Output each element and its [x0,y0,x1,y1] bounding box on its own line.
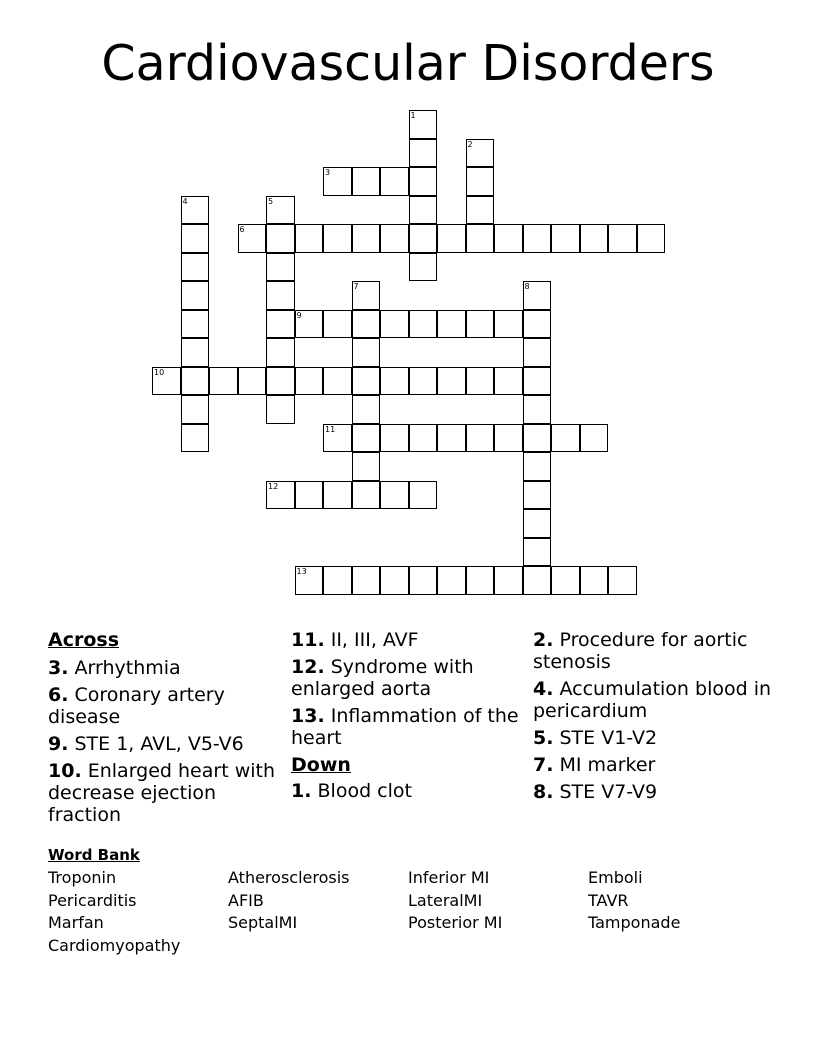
grid-cell[interactable] [494,310,523,339]
word-bank-item: Pericarditis [48,890,137,910]
word-bank-item: AFIB [228,890,264,910]
grid-cell[interactable] [466,196,495,225]
grid-cell[interactable] [352,281,381,310]
clue-across-11: 11. II, III, AVF [291,629,419,651]
grid-cell[interactable] [323,367,352,396]
word-bank-item: LateralMI [408,890,483,910]
clue-down-5: 5. STE V1-V2 [533,727,658,749]
grid-cell[interactable] [409,367,438,396]
grid-cell[interactable] [266,338,295,367]
word-bank-item: Atherosclerosis [228,868,350,887]
grid-cell[interactable] [266,310,295,339]
grid-cell[interactable] [352,566,381,595]
grid-cell[interactable] [523,224,552,253]
clues-column-3 [533,629,773,808]
grid-cell[interactable] [380,167,409,196]
grid-cell[interactable] [380,566,409,595]
word-bank-title: Word Bank [48,846,140,864]
grid-cell[interactable] [523,395,552,424]
word-bank-item: Troponin [48,868,117,887]
grid-cell[interactable] [466,139,495,168]
grid-cell[interactable] [551,566,580,595]
clues-column-1 [48,629,288,831]
clue-number: 7 [353,282,359,291]
clue-number: 5 [268,196,274,206]
grid-cell[interactable] [266,253,295,282]
word-bank-item: Marfan [48,913,104,932]
grid-cell[interactable] [181,338,210,367]
clue-number: 6 [239,225,245,234]
grid-cell[interactable] [181,367,210,396]
grid-cell[interactable] [409,566,438,595]
grid-cell[interactable] [181,281,210,310]
grid-cell[interactable] [181,224,210,253]
grid-cell[interactable] [637,224,666,253]
grid-cell[interactable] [380,224,409,253]
clue-down-7: 7. MI marker [533,754,656,776]
clue-number: 11 [325,424,336,434]
clue-across-13: 13. Inflammation of the heart [291,705,519,749]
grid-cell[interactable] [181,424,210,453]
word-bank-item: Posterior MI [408,913,503,932]
clue-number: 4 [182,196,188,206]
grid-cell[interactable] [266,196,295,225]
grid-cell[interactable] [523,338,552,367]
grid-cell[interactable] [152,367,181,396]
grid-cell[interactable] [523,509,552,538]
grid-cell[interactable] [608,224,637,253]
grid-cell[interactable] [523,310,552,339]
clue-number: 1 [410,111,416,120]
grid-cell[interactable] [295,566,324,595]
clue-across-12: 12. Syndrome with enlarged aorta [291,656,474,700]
grid-cell[interactable] [494,224,523,253]
grid-cell[interactable] [352,167,381,196]
grid-cell[interactable] [437,310,466,339]
grid-cell[interactable] [409,424,438,453]
clue-number: 13 [296,567,307,576]
grid-cell[interactable] [494,424,523,453]
across-heading: Across [48,629,120,651]
grid-cell[interactable] [352,367,381,396]
grid-cell[interactable] [409,224,438,253]
grid-cell[interactable] [352,338,381,367]
grid-cell[interactable] [409,167,438,196]
grid-cell[interactable] [323,424,352,453]
grid-cell[interactable] [437,224,466,253]
word-bank-item: TAVR [588,890,629,910]
grid-cell[interactable] [409,110,438,139]
grid-cell[interactable] [523,566,552,595]
clue-down-2: 2. Procedure for aortic stenosis [533,629,748,673]
grid-cell[interactable] [494,566,523,595]
grid-cell[interactable] [238,224,267,253]
word-bank-item: Tamponade [588,913,681,932]
grid-cell[interactable] [352,395,381,424]
grid-cell[interactable] [523,481,552,510]
grid-cell[interactable] [523,281,552,310]
grid-cell[interactable] [352,452,381,481]
grid-cell[interactable] [466,367,495,396]
grid-cell[interactable] [409,196,438,225]
grid-cell[interactable] [352,224,381,253]
word-bank-item: Inferior MI [408,868,490,887]
grid-cell[interactable] [181,395,210,424]
grid-cell[interactable] [209,367,238,396]
page-title: Cardiovascular Disorders [101,35,715,92]
grid-cell[interactable] [523,424,552,453]
grid-cell[interactable] [266,367,295,396]
word-bank-item: Emboli [588,868,643,887]
down-heading: Down [291,754,351,776]
grid-cell[interactable] [238,367,267,396]
grid-cell[interactable] [437,566,466,595]
grid-cell[interactable] [181,310,210,339]
clues-column-2 [291,629,531,807]
grid-cell[interactable] [580,424,609,453]
clue-down-8: 8. STE V7-V9 [533,781,658,803]
grid-cell[interactable] [380,424,409,453]
grid-cell[interactable] [266,224,295,253]
grid-cell[interactable] [380,367,409,396]
grid-cell[interactable] [266,481,295,510]
grid-cell[interactable] [323,310,352,339]
clue-number: 9 [296,310,302,320]
grid-cell[interactable] [523,538,552,567]
word-bank-item: SeptalMI [228,913,298,932]
grid-cell[interactable] [380,481,409,510]
clue-number: 2 [467,139,473,149]
grid-cell[interactable] [352,481,381,510]
grid-cell[interactable] [352,424,381,453]
grid-cell[interactable] [295,367,324,396]
grid-cell[interactable] [551,224,580,253]
word-bank-item: Cardiomyopathy [48,935,181,955]
grid-cell[interactable] [295,310,324,339]
grid-cell[interactable] [266,281,295,310]
clue-across-9: 9. STE 1, AVL, V5-V6 [48,733,244,755]
clue-down-4: 4. Accumulation blood in pericardium [533,678,772,722]
grid-cell[interactable] [580,224,609,253]
grid-cell[interactable] [437,424,466,453]
grid-cell[interactable] [352,310,381,339]
grid-cell[interactable] [323,481,352,510]
grid-cell[interactable] [295,481,324,510]
grid-cell[interactable] [608,566,637,595]
grid-cell[interactable] [466,224,495,253]
grid-cell[interactable] [466,310,495,339]
grid-cell[interactable] [523,367,552,396]
clue-down-1: 1. Blood clot [291,780,412,802]
grid-cell[interactable] [266,395,295,424]
grid-cell[interactable] [551,424,580,453]
grid-cell[interactable] [323,167,352,196]
clue-number: 3 [325,168,331,177]
grid-cell[interactable] [409,310,438,339]
grid-cell[interactable] [437,367,466,396]
clue-number: 10 [154,367,165,377]
grid-cell[interactable] [409,139,438,168]
clue-number: 8 [524,282,530,291]
grid-cell[interactable] [409,481,438,510]
grid-cell[interactable] [580,566,609,595]
clue-across-6: 6. Coronary artery disease [48,684,225,728]
grid-cell[interactable] [295,224,324,253]
grid-cell[interactable] [323,224,352,253]
grid-cell[interactable] [494,367,523,396]
grid-cell[interactable] [466,424,495,453]
grid-cell[interactable] [409,253,438,282]
grid-cell[interactable] [466,167,495,196]
grid-cell[interactable] [181,196,210,225]
clue-across-3: 3. Arrhythmia [48,657,181,679]
grid-cell[interactable] [523,452,552,481]
grid-cell[interactable] [380,310,409,339]
grid-cell[interactable] [323,566,352,595]
grid-cell[interactable] [181,253,210,282]
clue-across-10: 10. Enlarged heart with decrease ejection fraction [48,760,276,826]
clue-number: 12 [268,481,279,491]
grid-cell[interactable] [466,566,495,595]
